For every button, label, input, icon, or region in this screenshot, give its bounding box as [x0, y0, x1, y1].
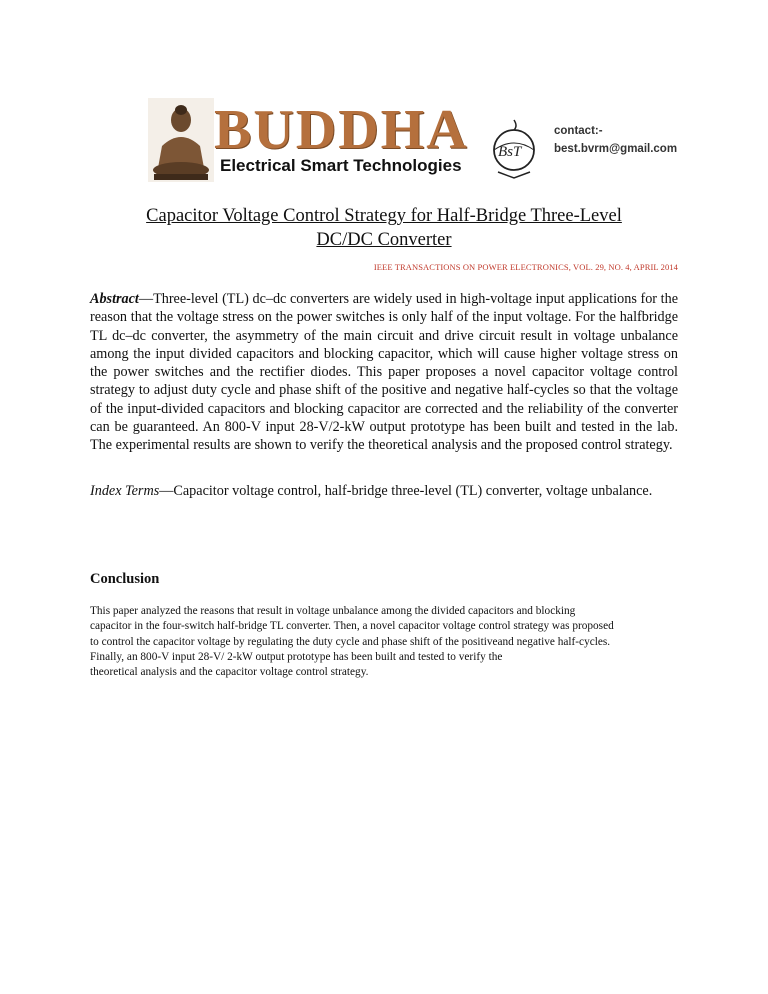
conclusion-heading: Conclusion: [90, 571, 160, 587]
index-terms-label: Index Terms: [90, 483, 160, 499]
bst-logo-text: BsT: [498, 144, 522, 160]
title-line-1: Capacitor Voltage Control Strategy for Half-Bridge Three-Level: [146, 206, 622, 226]
index-terms-paragraph: [90, 482, 678, 500]
conclusion-line: This paper analyzed the reasons that result in voltage unbalance among the divided capacitors and blocking: [90, 605, 576, 617]
index-terms-text: —Capacitor voltage control, half-bridge three-level (TL) converter, voltage unbalance.: [159, 483, 653, 499]
conclusion-line: to control the capacitor voltage by regulating the duty cycle and phase shift of the positiveand negative half-cycles.: [90, 635, 611, 648]
contact-block: [554, 122, 677, 158]
brand-subtitle: Electrical Smart Technologies: [220, 156, 462, 175]
conclusion-body: [90, 604, 690, 680]
conclusion-line: Finally, an 800-V input 28-V/ 2-kW output prototype has been built and tested to verify the: [90, 650, 503, 663]
buddha-statue-icon: [148, 98, 214, 182]
contact-email[interactable]: best.bvrm@gmail.com: [554, 143, 678, 155]
bst-logo-icon: [484, 116, 544, 182]
contact-label: contact:-: [554, 125, 603, 137]
abstract-paragraph: [90, 290, 678, 455]
paper-title: [100, 204, 668, 252]
conclusion-line: theoretical analysis and the capacitor voltage control strategy.: [90, 666, 369, 679]
abstract-label: Abstract: [90, 291, 139, 307]
header-banner: [148, 98, 708, 190]
title-line-2: DC/DC Converter: [316, 230, 452, 250]
journal-citation: IEEE TRANSACTIONS ON POWER ELECTRONICS, VOL. 29, NO. 4, APRIL 2014: [373, 262, 678, 272]
abstract-text: —Three-level (TL) dc–dc converters are widely used in high-voltage input applications for the reason that the voltage stress on the power switches is only half of the input voltage. For the halfbridge TL dc–dc converter, the asymmetry of the main circuit and drive circuit result in voltage unbalance among the input divided capacitors and blocking capacitor, which will cause higher voltage stress on the power switches and the rectifier diodes. This paper proposes a novel capacitor voltage control strategy to adjust duty cycle and phase shift of the positive and negative half-cycles so that the voltage of the input-divided capacitors and blocking capacitor are corrected and the reliability of the converter can be guaranteed. An 800-V input 28-V/2-kW output prototype has been built and tested in the lab. The experimental results are shown to verify the theoretical analysis and the proposed control strategy.: [90, 291, 678, 454]
conclusion-line: capacitor in the four-switch half-bridge TL converter. Then, a novel capacitor voltage control strategy was proposed: [90, 620, 614, 633]
brand-name: BUDDHA: [214, 99, 469, 161]
